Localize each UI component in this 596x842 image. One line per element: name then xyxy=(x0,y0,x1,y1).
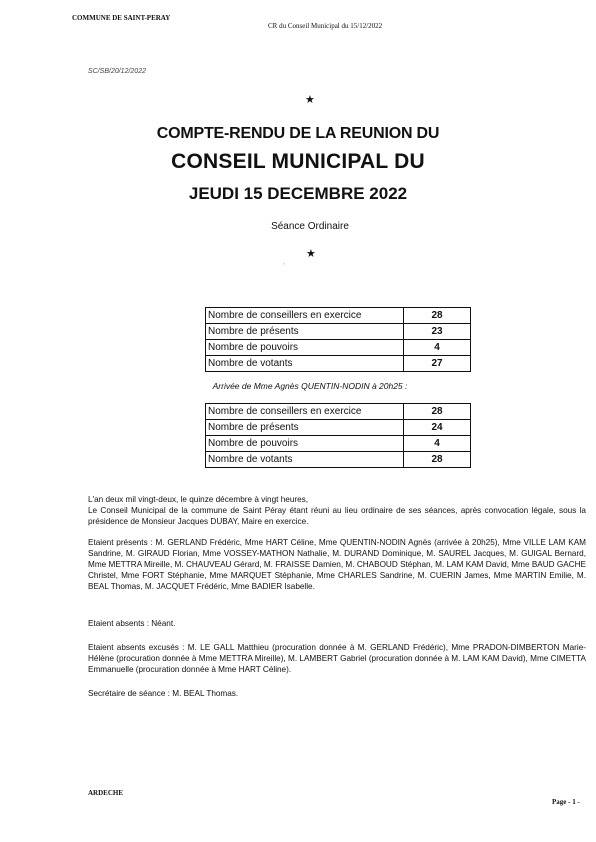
intro-paragraph: L'an deux mil vingt-deux, le quinze décembre à vingt heures, Le Conseil Municipal de la commune de Saint Péray étant réuni au lieu ordinaire de ses séances, après convocation légale, sous la présidence de Monsieur Jacques DUBAY, Maire en exercice. xyxy=(88,495,586,526)
table-row xyxy=(206,404,471,420)
title-line-1: COMPTE-RENDU DE LA REUNION DU xyxy=(156,125,440,142)
stat-value: 4 xyxy=(404,436,471,452)
presents-paragraph: Etaient présents : M. GERLAND Frédéric, Mme HART Céline, Mme QUENTIN-NODIN Agnès (arrivée à 20h25), Mme VILLE LAM KAM Sandrine, M. GIRAUD Florian, Mme VOSSEY-MATHON Nathalie, M. DURAND Dominique, M. SAUREL Jacques, M. GUIGAL Bernard, Mme METTRA Mireille, M. CHAUVEAU Gérard, M. FRAISSE Damien, M. CHABOUD Stéphan, M. LAM KAM David, Mme BAUD GACHE Christel, Mme FORT Stéphanie, Mme MARQUET Stéphanie, Mme CHARLES Sandrine, M. CUERIN James, Mme MARTIN Emilie, M. BEAL Thomas, M. JACQUET Frédéric, Mme BADIER Isabelle. xyxy=(88,538,586,591)
page-number: Page - 1 - xyxy=(552,798,580,806)
stat-label: Nombre de présents xyxy=(206,420,404,436)
table-row xyxy=(206,340,471,356)
table-row xyxy=(206,324,471,340)
table-row xyxy=(206,356,471,372)
stat-label: Nombre de votants xyxy=(206,356,404,372)
table-row xyxy=(206,436,471,452)
stat-value: 28 xyxy=(404,308,471,324)
stat-label: Nombre de pouvoirs xyxy=(206,340,404,356)
table-row xyxy=(206,452,471,468)
footer-department: ARDECHE xyxy=(88,789,124,797)
document-reference: SC/SB/20/12/2022 xyxy=(88,68,146,75)
absents-paragraph: Etaient absents : Néant. xyxy=(88,619,176,628)
secretaire-paragraph: Secrétaire de séance : M. BEAL Thomas. xyxy=(88,689,239,698)
stat-value: 4 xyxy=(404,340,471,356)
title-line-2: CONSEIL MUNICIPAL DU xyxy=(171,150,425,173)
table-row xyxy=(206,308,471,324)
stat-value: 28 xyxy=(404,452,471,468)
header-commune: COMMUNE DE SAINT-PERAY xyxy=(72,14,171,22)
star-icon: ★ xyxy=(306,248,316,260)
seance-type: Séance Ordinaire xyxy=(271,221,349,232)
stats-table-after-arrival xyxy=(205,403,471,468)
stat-label: Nombre de présents xyxy=(206,324,404,340)
header-cr-title: CR du Conseil Municipal du 15/12/2022 xyxy=(268,22,383,30)
title-line-3: JEUDI 15 DECEMBRE 2022 xyxy=(188,184,408,203)
stats-table-initial xyxy=(205,307,471,372)
stat-label: Nombre de conseillers en exercice xyxy=(206,308,404,324)
star-icon: ★ xyxy=(305,94,315,106)
tick-mark: ´ xyxy=(283,264,286,271)
table-row xyxy=(206,420,471,436)
stat-label: Nombre de pouvoirs xyxy=(206,436,404,452)
stat-value: 28 xyxy=(404,404,471,420)
stat-value: 27 xyxy=(404,356,471,372)
excuses-paragraph: Etaient absents excusés : M. LE GALL Matthieu (procuration donnée à M. GERLAND Frédéric), Mme PRADON-DIMBERTON Marie-Hélène (procuration donnée à Mme METTRA Mireille), M. LAMBERT Gabriel (procuration donnée à M. LAM KAM David), Mme CIMETTA Emmanuelle (procuration donnée à Mme HART Céline). xyxy=(88,643,586,674)
stat-label: Nombre de conseillers en exercice xyxy=(206,404,404,420)
arrival-note: Arrivée de Mme Agnès QUENTIN-NODIN à 20h25 : xyxy=(212,381,408,391)
stat-label: Nombre de votants xyxy=(206,452,404,468)
stat-value: 23 xyxy=(404,324,471,340)
stat-value: 24 xyxy=(404,420,471,436)
